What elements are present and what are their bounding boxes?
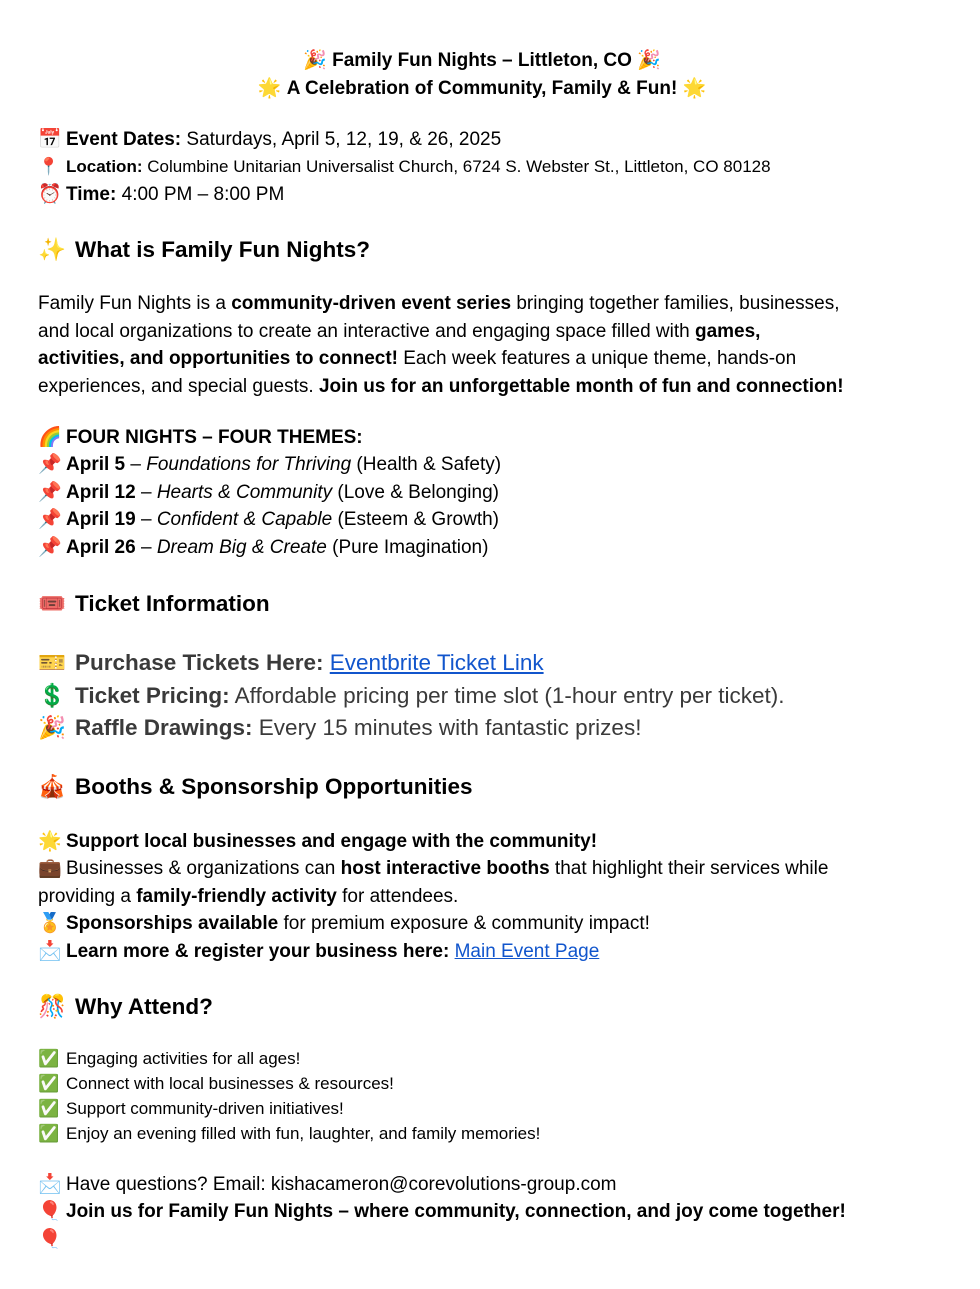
sponsor-bold: Sponsorships available — [66, 913, 279, 934]
themes-heading — [38, 424, 363, 451]
theme-title: Hearts & Community — [156, 482, 333, 503]
theme-desc: (Esteem & Growth) — [337, 509, 499, 530]
themes-heading-text: FOUR NIGHTS – FOUR THEMES: — [66, 427, 363, 448]
party-icon: 🎉 — [637, 50, 661, 71]
theme-desc: (Pure Imagination) — [332, 537, 489, 558]
raffle-value: Every 15 minutes with fantastic prizes! — [258, 715, 642, 740]
about-text: and local organizations to create an interactive and engaging space filled with — [38, 321, 695, 342]
location-label: Location: — [66, 157, 143, 176]
why-item — [38, 1097, 344, 1120]
dollar-icon: 💲 — [38, 683, 67, 708]
why-item — [38, 1047, 300, 1070]
booths-text: for attendees. — [336, 886, 459, 907]
subtitle-text: A Celebration of Community, Family & Fun! — [286, 78, 678, 99]
theme-date: April 26 — [66, 537, 136, 558]
location-value: Columbine Unitarian Universalist Church, 6724 S. Webster St., Littleton, CO 80128 — [147, 157, 771, 176]
balloon-icon: 🎈 — [38, 1201, 62, 1222]
closing-line — [38, 1198, 846, 1225]
ticket-purchase — [38, 648, 544, 678]
why-heading-text: Why Attend? — [75, 994, 213, 1019]
why-item-text: Engaging activities for all ages! — [66, 1049, 301, 1068]
theme-desc: (Health & Safety) — [356, 454, 502, 475]
clock-icon: ⏰ — [38, 184, 62, 205]
why-heading — [38, 992, 213, 1022]
theme-date: April 19 — [66, 509, 136, 530]
calendar-icon: 📅 — [38, 129, 62, 150]
theme-title: Confident & Capable — [156, 509, 333, 530]
support-text: Support local businesses and engage with the community! — [66, 831, 598, 852]
pricing-label: Ticket Pricing: — [75, 683, 230, 708]
about-paragraph-line-2 — [38, 318, 760, 345]
about-text: bringing together families, businesses, — [511, 293, 840, 314]
why-item — [38, 1122, 540, 1145]
check-icon: ✅ — [38, 1049, 60, 1068]
about-text: Each week features a unique theme, hands-on — [397, 348, 797, 369]
booths-sponsorship — [38, 910, 650, 937]
theme-item — [38, 506, 499, 533]
pushpin-icon: 📌 — [38, 482, 62, 503]
envelope-icon: 📩 — [38, 1174, 62, 1195]
title-text: Family Fun Nights – Littleton, CO — [332, 50, 632, 71]
raffle-label: Raffle Drawings: — [75, 715, 253, 740]
party-icon: 🎉 — [303, 50, 327, 71]
about-bold: Join us for an unforgettable month of fun and connection! — [318, 376, 844, 397]
ticket-icon: 🎟️ — [38, 591, 67, 616]
theme-item — [38, 451, 501, 478]
questions-line — [38, 1171, 617, 1198]
pin-icon: 📍 — [38, 157, 60, 176]
about-paragraph-line-1 — [38, 290, 840, 317]
tickets-heading-text: Ticket Information — [75, 591, 270, 616]
balloon-icon: 🎈 — [38, 1229, 62, 1250]
about-bold: activities, and opportunities to connect! — [38, 348, 398, 369]
envelope-icon: 📩 — [38, 941, 62, 962]
dates-value: Saturdays, April 5, 12, 19, & 26, 2025 — [186, 129, 502, 150]
booths-line-2 — [38, 883, 458, 910]
ticket-pricing — [38, 681, 784, 711]
theme-dash: – — [135, 482, 157, 503]
purchase-label: Purchase Tickets Here: — [75, 650, 324, 675]
pricing-value: Affordable pricing per time slot (1-hour entry per ticket). — [234, 683, 785, 708]
learn-more-label: Learn more & register your business here: — [66, 941, 450, 962]
theme-date: April 5 — [66, 454, 126, 475]
confetti-icon: 🎊 — [38, 994, 67, 1019]
why-item — [38, 1072, 394, 1095]
about-bold: games, — [694, 321, 761, 342]
briefcase-icon: 💼 — [38, 858, 62, 879]
booths-text: providing a — [38, 886, 137, 907]
booths-text: that highlight their services while — [549, 858, 829, 879]
dates-label: Event Dates: — [66, 129, 182, 150]
check-icon: ✅ — [38, 1074, 60, 1093]
pushpin-icon: 📌 — [38, 454, 62, 475]
sparkles-icon: ✨ — [38, 237, 67, 262]
booths-text: Businesses & organizations can — [66, 858, 341, 879]
booths-heading — [38, 772, 473, 802]
theme-item — [38, 534, 488, 561]
eventbrite-ticket-link[interactable]: Eventbrite Ticket Link — [329, 650, 544, 675]
admission-ticket-icon: 🎫 — [38, 650, 67, 675]
about-paragraph-line-4 — [38, 373, 844, 400]
about-bold: community-driven event series — [231, 293, 512, 314]
party-icon: 🎉 — [38, 715, 67, 740]
booths-heading-text: Booths & Sponsorship Opportunities — [75, 774, 473, 799]
theme-dash: – — [125, 454, 147, 475]
medal-icon: 🏅 — [38, 913, 62, 934]
booths-bold: host interactive booths — [340, 858, 550, 879]
event-time — [38, 181, 284, 208]
tickets-heading — [38, 589, 270, 619]
check-icon: ✅ — [38, 1099, 60, 1118]
rainbow-icon: 🌈 — [38, 427, 62, 448]
about-text: Family Fun Nights is a — [38, 293, 232, 314]
why-item-text: Support community-driven initiatives! — [66, 1099, 344, 1118]
closing-text: Join us for Family Fun Nights – where community, connection, and joy come together! — [66, 1201, 846, 1222]
pushpin-icon: 📌 — [38, 509, 62, 530]
about-heading-text: What is Family Fun Nights? — [75, 237, 371, 262]
theme-desc: (Love & Belonging) — [337, 482, 499, 503]
about-paragraph-line-3 — [38, 345, 796, 372]
ticket-raffle — [38, 713, 641, 743]
why-item-text: Enjoy an evening filled with fun, laughter, and family memories! — [66, 1124, 541, 1143]
booths-register — [38, 938, 599, 965]
main-event-page-link[interactable]: Main Event Page — [454, 941, 600, 962]
star-icon: 🌟 — [38, 831, 62, 852]
booths-support — [38, 828, 597, 855]
about-text: experiences, and special guests. — [38, 376, 319, 397]
star-icon: 🌟 — [682, 78, 707, 99]
sponsor-text: for premium exposure & community impact! — [278, 913, 650, 934]
time-label: Time: — [66, 184, 117, 205]
booths-bold: family-friendly activity — [136, 886, 337, 907]
check-icon: ✅ — [38, 1124, 60, 1143]
theme-item — [38, 479, 499, 506]
closing-balloon — [38, 1226, 66, 1253]
event-dates — [38, 126, 501, 153]
theme-dash: – — [135, 509, 157, 530]
why-item-text: Connect with local businesses & resources! — [66, 1074, 394, 1093]
questions-text: Have questions? Email: kishacameron@corevolutions-group.com — [66, 1174, 617, 1195]
theme-dash: – — [135, 537, 157, 558]
about-heading — [38, 235, 370, 265]
pushpin-icon: 📌 — [38, 537, 62, 558]
theme-title: Foundations for Thriving — [146, 454, 352, 475]
page-title — [0, 47, 964, 74]
star-icon: 🌟 — [257, 78, 282, 99]
theme-date: April 12 — [66, 482, 136, 503]
circus-tent-icon: 🎪 — [38, 774, 67, 799]
theme-title: Dream Big & Create — [156, 537, 327, 558]
event-location — [38, 155, 771, 179]
time-value: 4:00 PM – 8:00 PM — [121, 184, 285, 205]
page-subtitle — [0, 75, 964, 102]
booths-line-1 — [38, 855, 828, 882]
